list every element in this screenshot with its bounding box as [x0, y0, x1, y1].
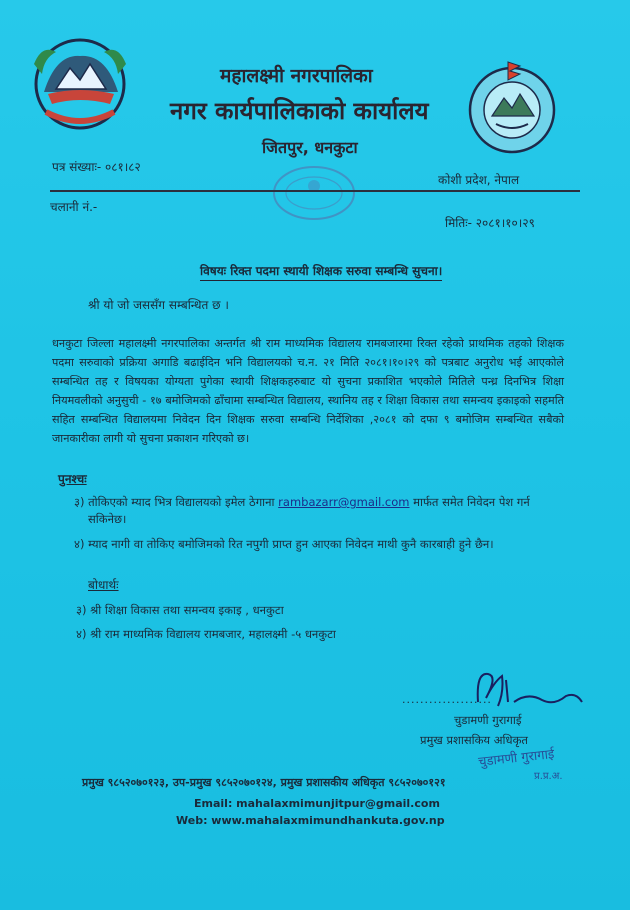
signatory-stamp-title: प्र.प्र.अ.: [534, 771, 563, 782]
signatory-name: चुडामणी गुरागाई: [454, 713, 522, 727]
office-seal-stamp-icon: [268, 162, 360, 224]
item-number: ४): [76, 627, 87, 641]
copy-to-item: [76, 626, 336, 643]
school-email-link[interactable]: rambazarr@gmail.com: [278, 495, 410, 509]
letter-reference-number: पत्र संख्याः- ०८१।८२: [52, 160, 141, 174]
footer-email[interactable]: Email: mahalaxmimunjitpur@gmail.com: [194, 797, 440, 810]
body-paragraph: धनकुटा जिल्ला महालक्ष्मी नगरपालिका अन्तर्गत श्री राम माध्यमिक विद्यालय रामबजारमा रिक्त रहेको प्राथमिक तहको शिक्षक पदमा सरुवाको प्रक्रिया अगाडि बढाईदिन भनि विद्यालयको च.न. २१ मिति २०८१।१०।२९ को पत्रबाट अनुरोध भई आएकोले सम्बन्धित तह र विषयका योग्यता पुगेका स्थायी शिक्षकहरुबाट यो सुचना प्रकाशित भएकोले मितिले पन्ध्र दिनभित्र शिक्षा नियमवलीको अनुसुची - १७ बमोजिमको ढाँचामा सम्बन्धित विद्यालय, स्थानिय तह र शिक्षा विकास तथा समन्वय इकाइको सहमति सहित सम्बन्धित विद्यालयमा निवेदन दिन शिक्षक सरुवा सम्बन्धि निर्देशिका ,२०८१ को दफा ९ बमोजिम सम्बन्धित सबैको जानकारीका लागी यो सुचना प्रकाशन गरिएको छ।: [52, 337, 564, 445]
footer-website[interactable]: Web: www.mahalaxmimundhankuta.gov.np: [176, 814, 445, 827]
postscript-item-3: [74, 494, 530, 511]
item-text-after: मार्फत समेत निवेदन पेश गर्न: [413, 495, 530, 509]
municipality-name: महालक्ष्मी नगरपालिका: [220, 65, 373, 87]
footer-phones: प्रमुख ९८५२०७०१२३, उप-प्रमुख ९८५२०७०१२४, प्रमुख प्रशासकीय अधिकृत ९८५२०७०१२१: [82, 776, 446, 789]
dispatch-number: चलानी नं.-: [50, 200, 98, 214]
nepal-government-emblem-icon: [26, 34, 134, 134]
signatory-title: प्रमुख प्रशासकिय अधिकृत: [420, 733, 528, 747]
item-text: म्याद नागी वा तोकिए बमोजिमको रित नपुगी प्राप्त हुन आएका निवेदन माथी कुनै कारबाही हुने छैन।: [88, 537, 494, 551]
mahalaxmi-municipality-logo-icon: [462, 58, 562, 158]
office-name: नगर कार्यपालिकाको कार्यालय: [170, 97, 429, 125]
item-number: ३): [76, 603, 87, 617]
letter-date: मितिः- २०८१।१०।२९: [445, 216, 535, 230]
office-location: जितपुर, धनकुटा: [262, 138, 358, 157]
item-text: श्री राम माध्यमिक विद्यालय रामबजार, महालक्ष्मी -५ धनकुटा: [90, 627, 336, 641]
postscript-item-3-continuation: सकिनेछ।: [88, 512, 127, 526]
province-label: कोशी प्रदेश, नेपाल: [438, 173, 520, 187]
item-number: ४): [74, 537, 85, 551]
signatory-stamp-name: चुडामणी गुरागाई: [477, 747, 556, 770]
copy-to-heading: बोधार्थः: [88, 578, 119, 592]
salutation: श्री यो जो जससँग सम्बन्धित छ ।: [88, 298, 229, 312]
postscript-heading: पुनश्च: [58, 472, 87, 486]
item-number: ३): [74, 495, 85, 509]
header-divider: [50, 190, 580, 192]
item-text: श्री शिक्षा विकास तथा समन्वय इकाइ , धनकुटा: [90, 603, 284, 617]
item-text-before: तोकिएको म्याद भित्र विद्यालयको इमेल ठेगाना: [88, 495, 275, 509]
postscript-item-4: [74, 536, 494, 553]
subject-line: विषयः रिक्त पदमा स्थायी शिक्षक सरुवा सम्बन्धि सुचना।: [200, 262, 442, 281]
copy-to-item: [76, 602, 284, 619]
signature-line: ....................: [402, 693, 492, 706]
